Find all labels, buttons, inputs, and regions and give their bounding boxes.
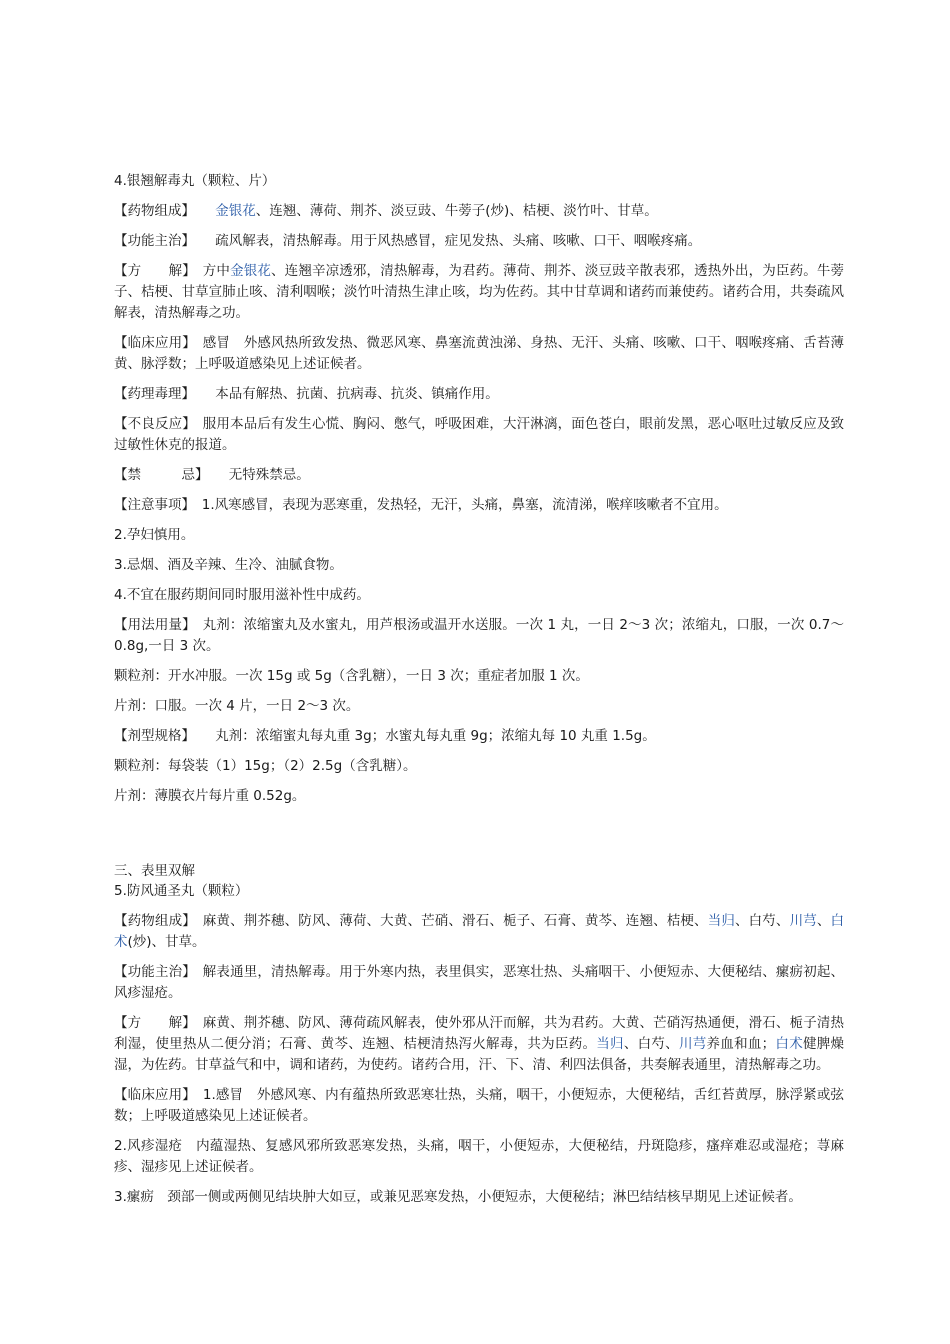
paragraph xyxy=(114,465,844,486)
paragraph xyxy=(114,384,844,405)
text-span: 【药理毒理】 本品有解热、抗菌、抗病毒、抗炎、镇痛作用。 xyxy=(114,386,499,402)
text-span: 【功能主治】 解表通里，清热解毒。用于外寒内热，表里俱实，恶寒壮热、头痛咽干、小便短赤、大便秘结、瘰疬初起、风疹湿疮。 xyxy=(114,964,844,1001)
text-span: 健脾燥湿，为佐药。甘草益气和中，调和诸药，为使药。诸药合用，汗、下、清、利四法俱备，共奏解表通里，清热解毒之功。 xyxy=(114,1036,845,1073)
text-span: 【不良反应】 服用本品后有发生心慌、胸闷、憋气，呼吸困难，大汗淋漓，面色苍白，眼前发黑，恶心呕吐过敏反应及致过敏性休克的报道。 xyxy=(114,416,844,453)
text-span: 【临床应用】 感冒 外感风热所致发热、微恶风寒、鼻塞流黄浊涕、身热、无汗、头痛、咳嗽、口干、咽喉疼痛、舌苔薄黄、脉浮数；上呼吸道感染见上述证候者。 xyxy=(114,335,844,372)
text-span: 3.忌烟、酒及辛辣、生冷、油腻食物。 xyxy=(114,557,343,573)
text-span: 、连翘辛凉透邪，清热解毒，为君药。薄荷、荆芥、淡豆豉辛散表邪，透热外出，为臣药。牛蒡子、桔梗、甘草宣肺止咳、清利咽喉；淡竹叶清热生津止咳，均为佐药。其中甘草调和诸药而兼使药。诸药合用，共奏疏风解表，清热解毒之功。 xyxy=(114,263,845,321)
herb-link[interactable]: 金银花 xyxy=(230,263,272,279)
paragraph xyxy=(114,1013,844,1076)
paragraph xyxy=(114,726,844,747)
herb-link[interactable]: 白术 xyxy=(775,1036,803,1052)
text-span: 颗粒剂：每袋装（1）15g；（2）2.5g（含乳糖）。 xyxy=(114,758,417,774)
paragraph xyxy=(114,962,844,1004)
paragraph xyxy=(114,495,844,516)
text-span: 【药物组成】 麻黄、荆芥穗、防风、薄荷、大黄、芒硝、滑石、栀子、石膏、黄芩、连翘、桔梗、 xyxy=(114,913,708,929)
section-gap xyxy=(114,816,844,862)
text-span: 【功能主治】 疏风解表，清热解毒。用于风热感冒，症见发热、头痛、咳嗽、口干、咽喉疼痛。 xyxy=(114,233,702,249)
paragraph xyxy=(114,696,844,717)
document-content xyxy=(114,171,844,1217)
paragraph xyxy=(114,585,844,606)
paragraph xyxy=(114,1136,844,1178)
paragraph xyxy=(114,333,844,375)
paragraph xyxy=(114,1085,844,1127)
text-span: 2.风疹湿疮 内蕴湿热、复感风邪所致恶寒发热，头痛，咽干，小便短赤，大便秘结，丹斑隐疹，瘙痒难忍或湿疮；荨麻疹、湿疹见上述证候者。 xyxy=(114,1138,844,1175)
paragraph xyxy=(114,555,844,576)
text-span: 2.孕妇慎用。 xyxy=(114,527,195,543)
text-span: 【禁 忌】 无特殊禁忌。 xyxy=(114,467,310,483)
paragraph xyxy=(114,414,844,456)
paragraph xyxy=(114,231,844,252)
text-span: 【方 解】 方中 xyxy=(114,263,231,279)
section-title-yinqiao: 4.银翘解毒丸（颗粒、片） xyxy=(114,173,276,189)
paragraph xyxy=(114,666,844,687)
text-span: 片剂：口服。一次 4 片，一日 2～3 次。 xyxy=(114,698,360,714)
herb-link[interactable]: 川芎 xyxy=(789,913,817,929)
section-title-fangfeng: 5.防风通圣丸（颗粒） xyxy=(114,883,249,899)
paragraph xyxy=(114,261,844,324)
text-span: 【注意事项】 1.风寒感冒，表现为恶寒重，发热轻，无汗，头痛，鼻塞，流清涕，喉痒咳嗽者不宜用。 xyxy=(114,497,728,513)
paragraph xyxy=(114,201,844,222)
text-span: 【临床应用】 1.感冒 外感风寒、内有蕴热所致恶寒壮热，头痛，咽干，小便短赤，大便秘结，舌红苔黄厚，脉浮紧或弦数；上呼吸道感染见上述证候者。 xyxy=(114,1087,844,1124)
text-span: 、白芍、 xyxy=(734,913,790,929)
text-span: 【药物组成】 xyxy=(114,203,216,219)
paragraph xyxy=(114,911,844,953)
text-span: 【剂型规格】 丸剂：浓缩蜜丸每丸重 3g；水蜜丸每丸重 9g；浓缩丸每 10 丸重 1.5g。 xyxy=(114,728,656,744)
text-span: 片剂：薄膜衣片每片重 0.52g。 xyxy=(114,788,306,804)
paragraph xyxy=(114,525,844,546)
text-span: 养血和血； xyxy=(706,1036,776,1052)
category-heading: 三、表里双解 xyxy=(114,863,195,879)
section-fangfeng-body xyxy=(114,911,844,1208)
text-span: 颗粒剂：开水冲服。一次 15g 或 5g（含乳糖），一日 3 次；重症者加服 1 次。 xyxy=(114,668,589,684)
herb-link[interactable]: 川芎 xyxy=(678,1036,707,1052)
text-span: 、白芍、 xyxy=(623,1036,679,1052)
text-span: 、连翘、薄荷、荆芥、淡豆豉、牛蒡子(炒)、桔梗、淡竹叶、甘草。 xyxy=(255,203,658,219)
text-span: 【方 解】 麻黄、荆芥穗、防风、薄荷疏风解表，使外邪从汗而解，共为君药。大黄、芒硝泻热通便，滑石、栀子清热利湿，使里热从二便分消；石膏、黄芩、连翘、桔梗清热泻火解毒，共为臣药。 xyxy=(114,1015,844,1052)
text-span: 4.不宜在服药期间同时服用滋补性中成药。 xyxy=(114,587,370,603)
text-span: 3.瘰疬 颈部一侧或两侧见结块肿大如豆，或兼见恶寒发热，小便短赤，大便秘结；淋巴结结核早期见上述证候者。 xyxy=(114,1189,802,1205)
herb-link[interactable]: 当归 xyxy=(707,913,735,929)
text-span: 【用法用量】 丸剂：浓缩蜜丸及水蜜丸，用芦根汤或温开水送服。一次 1 丸，一日 2～3 次；浓缩丸，口服，一次 0.7～0.8g,一日 3 次。 xyxy=(114,617,844,654)
section-yinqiao-body xyxy=(114,201,844,807)
herb-link[interactable]: 当归 xyxy=(596,1036,624,1052)
paragraph xyxy=(114,1187,844,1208)
paragraph xyxy=(114,756,844,777)
paragraph xyxy=(114,786,844,807)
herb-link[interactable]: 白术 xyxy=(114,913,845,950)
paragraph xyxy=(114,615,844,657)
text-span: (炒)、甘草。 xyxy=(127,934,206,950)
herb-link[interactable]: 金银花 xyxy=(215,203,256,219)
text-span: 、 xyxy=(816,913,831,929)
